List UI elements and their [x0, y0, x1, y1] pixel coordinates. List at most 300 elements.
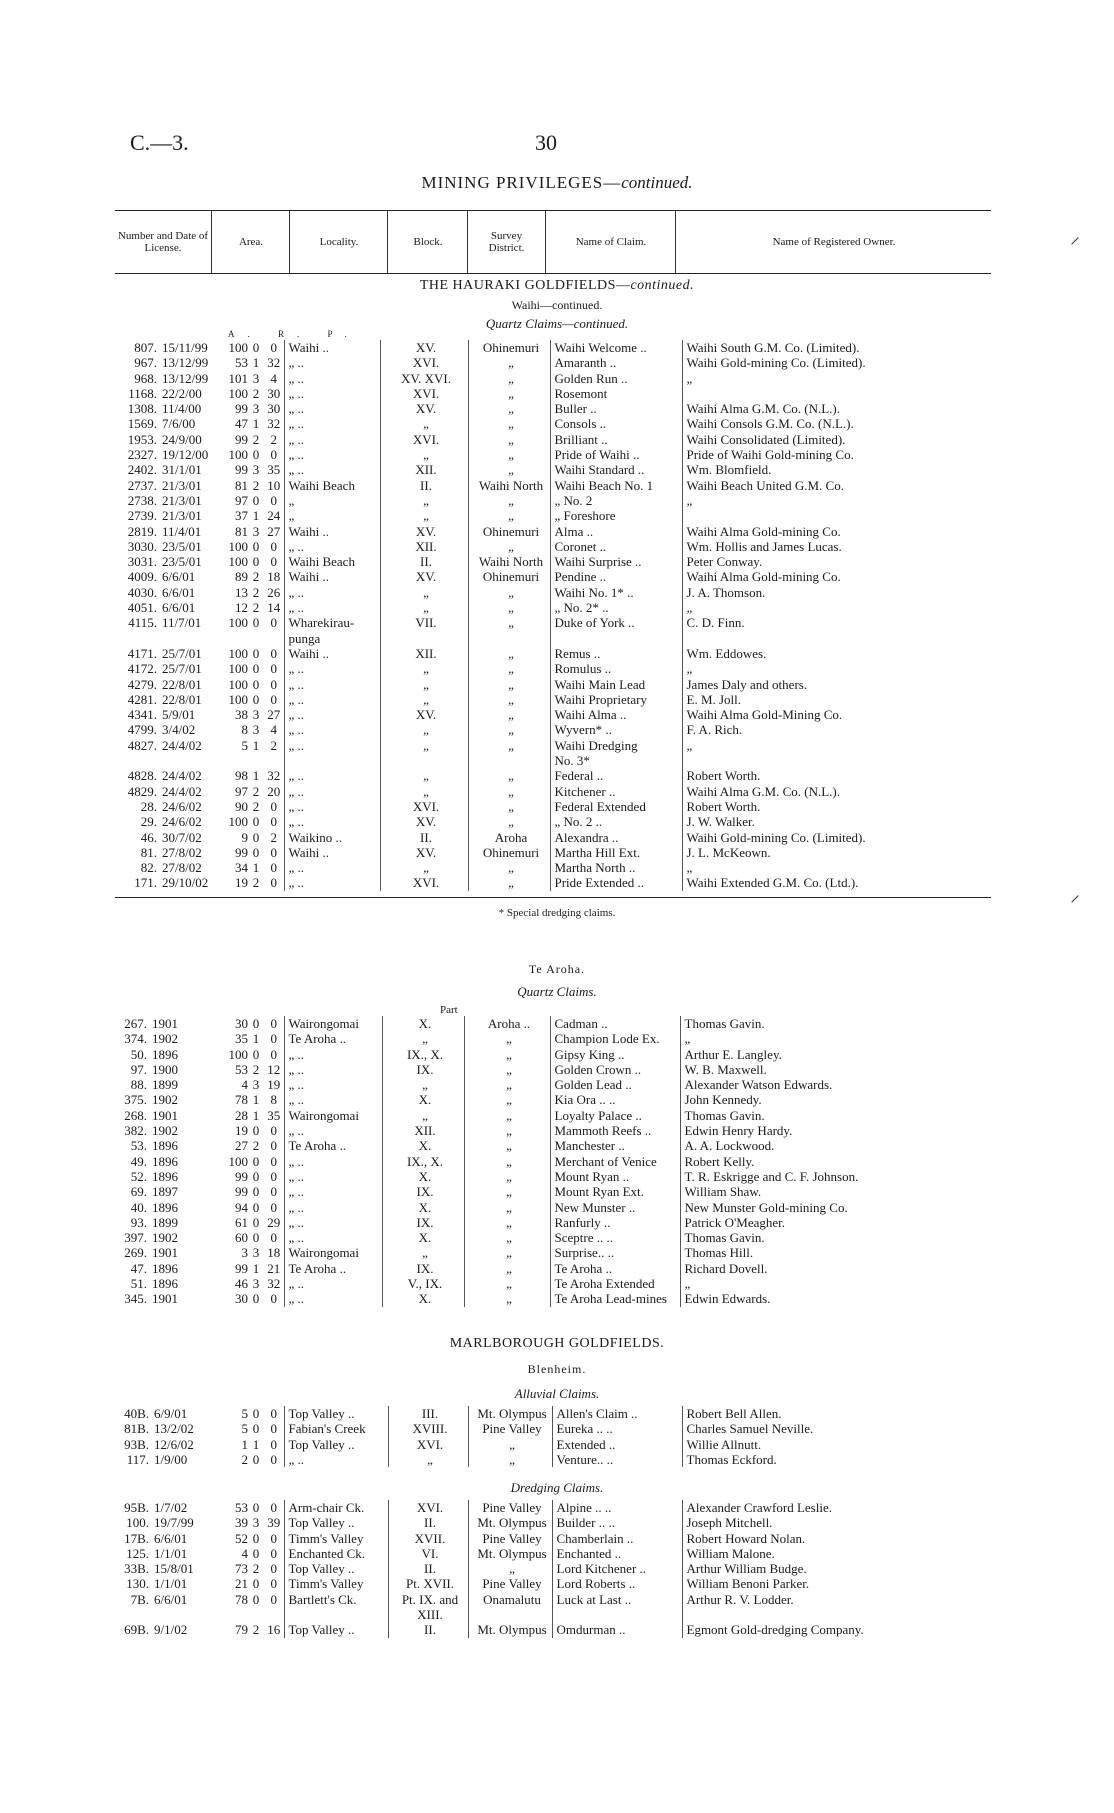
- area-perches: 12: [267, 1061, 281, 1077]
- area-roods: 2: [252, 1622, 260, 1638]
- table-row: [110, 1406, 982, 1421]
- subheading-blenheim: Blenheim.: [527, 1362, 587, 1376]
- locality: „ ..: [284, 1230, 382, 1245]
- registered-owner: New Munster Gold-mining Co.: [680, 1200, 980, 1215]
- area-acres: [216, 1607, 248, 1622]
- registered-owner: James Daly and others.: [682, 677, 982, 692]
- area-acres: 2: [241, 1451, 248, 1467]
- area-roods: [248, 753, 264, 768]
- area-perches: 0: [270, 1199, 277, 1215]
- locality: Wairongomai: [284, 1016, 382, 1031]
- area-perches: 0: [270, 645, 277, 661]
- registered-owner: Waihi Alma G.M. Co. (N.L.).: [682, 401, 982, 416]
- area-roods: 1: [252, 1031, 260, 1047]
- license-date: 22/2/00: [162, 385, 202, 401]
- claim-name: Builder .. ..: [552, 1515, 682, 1530]
- survey-district: „: [468, 677, 550, 692]
- area-roods: [248, 631, 264, 646]
- license-number: 47.: [130, 1260, 147, 1276]
- block: XII.: [380, 539, 468, 554]
- area-perches: 0: [270, 1436, 277, 1452]
- block: „: [382, 1245, 464, 1260]
- alluvial-table: [110, 1406, 982, 1467]
- block: XII.: [380, 646, 468, 661]
- survey-district: „: [468, 1437, 552, 1452]
- survey-district: „: [464, 1031, 550, 1046]
- column-district: Survey District.: [467, 211, 545, 273]
- area-perches: 0: [270, 661, 277, 677]
- area-roods: 0: [252, 1046, 260, 1062]
- area-perches: 0: [270, 1153, 277, 1169]
- license-date: 27/8/02: [162, 860, 202, 876]
- locality: „ ..: [284, 432, 380, 447]
- table-row: [110, 1092, 980, 1107]
- license-number: 49.: [130, 1153, 147, 1169]
- area-roods: 2: [252, 1138, 260, 1154]
- table-row: [110, 1500, 982, 1515]
- survey-district: Pine Valley: [468, 1500, 552, 1515]
- area-acres: 60: [235, 1230, 248, 1246]
- claim-name: Martha North ..: [550, 860, 682, 875]
- table-row: [110, 615, 982, 630]
- block: „: [382, 1108, 464, 1123]
- survey-district: „: [468, 692, 550, 707]
- survey-district: [468, 753, 550, 768]
- license-date: 1900: [152, 1061, 178, 1077]
- locality: „ ..: [284, 661, 380, 676]
- locality: Timm's Valley: [284, 1576, 388, 1591]
- claim-name: Golden Run ..: [550, 371, 682, 386]
- survey-district: „: [468, 600, 550, 615]
- survey-district: „: [468, 371, 550, 386]
- survey-district: „: [468, 508, 550, 523]
- table-row: [110, 1452, 982, 1467]
- table-row: [110, 1016, 980, 1031]
- page-title: MINING PRIVILEGES—continued.: [421, 173, 693, 192]
- table-row: [110, 1515, 982, 1530]
- area-perches: 0: [270, 492, 277, 508]
- registered-owner: Edwin Henry Hardy.: [680, 1123, 980, 1138]
- area-acres: 30: [235, 1291, 248, 1307]
- table-row: [110, 1031, 980, 1046]
- table-row: [110, 508, 982, 523]
- table-row: [110, 875, 982, 890]
- claim-name: Champion Lode Ex.: [550, 1031, 680, 1046]
- license-date: 22/8/01: [162, 676, 202, 692]
- claim-name: Waihi Standard ..: [550, 462, 682, 477]
- locality: Arm-chair Ck.: [284, 1500, 388, 1515]
- claim-name: Loyalty Palace ..: [550, 1108, 680, 1123]
- area-acres: 100: [228, 1153, 248, 1169]
- locality: „ ..: [284, 814, 380, 829]
- license-date: 31/1/01: [162, 462, 202, 478]
- claims-type-quartz-continued: Quartz Claims—continued.: [485, 316, 629, 331]
- registered-owner: William Malone.: [682, 1546, 982, 1561]
- area-roods: 2: [252, 600, 260, 616]
- locality: „ ..: [284, 768, 380, 783]
- area-perches: 32: [267, 355, 281, 371]
- locality: „ ..: [284, 1047, 382, 1062]
- area-roods: 0: [252, 661, 260, 677]
- license-date: 1901: [152, 1291, 178, 1307]
- license-number: 3030.: [127, 538, 157, 554]
- license-number: 17B.: [124, 1530, 149, 1546]
- registered-owner: Waihi Alma Gold-mining Co.: [682, 524, 982, 539]
- block: „: [380, 738, 468, 753]
- survey-district: Waihi North: [468, 478, 550, 493]
- license-date: 13/12/99: [162, 355, 209, 371]
- table-row: [110, 1291, 980, 1306]
- license-date: 1/1/01: [154, 1576, 188, 1592]
- area-acres: 81: [235, 523, 248, 539]
- area-acres: 19: [235, 1123, 248, 1139]
- area-acres: 100: [228, 661, 248, 677]
- survey-district: [468, 1607, 552, 1622]
- area-perches: 20: [267, 783, 281, 799]
- license-date: 23/5/01: [162, 554, 202, 570]
- claim-name: Allen's Claim ..: [552, 1406, 682, 1421]
- survey-district: Waihi North: [468, 554, 550, 569]
- license-date: 1896: [152, 1199, 178, 1215]
- block: XVI.: [388, 1437, 468, 1452]
- license-number: 967.: [134, 355, 157, 371]
- registered-owner: Patrick O'Meagher.: [680, 1215, 980, 1230]
- table-row: [110, 1154, 980, 1169]
- block: XVI.: [380, 799, 468, 814]
- area-roods: 2: [252, 1561, 260, 1577]
- locality: Waihi ..: [284, 646, 380, 661]
- license-number: [110, 753, 160, 768]
- claim-name: Merchant of Venice: [550, 1154, 680, 1169]
- area-roods: 0: [252, 645, 260, 661]
- license-number: 4009.: [127, 569, 157, 585]
- registered-owner: Alexander Watson Edwards.: [680, 1077, 980, 1092]
- locality: Te Aroha ..: [284, 1031, 382, 1046]
- area-perches: 0: [270, 554, 277, 570]
- survey-district: „: [468, 875, 550, 890]
- registered-owner: Thomas Eckford.: [682, 1452, 982, 1467]
- column-locality: Locality.: [289, 211, 388, 273]
- block: [380, 631, 468, 646]
- table-row: [110, 845, 982, 860]
- area-perches: 0: [270, 1291, 277, 1307]
- survey-district: Ohinemuri: [468, 569, 550, 584]
- license-number: 968.: [134, 370, 157, 386]
- block: II.: [388, 1622, 468, 1637]
- license-number: [110, 631, 160, 646]
- area-perches: 0: [270, 1576, 277, 1592]
- area-acres: 78: [235, 1092, 248, 1108]
- claim-name: New Munster ..: [550, 1200, 680, 1215]
- table-row: [110, 1123, 980, 1138]
- claim-name: Waihi Beach No. 1: [550, 478, 682, 493]
- table-row: [110, 1421, 982, 1436]
- area-acres: 21: [235, 1576, 248, 1592]
- license-number: 268.: [124, 1107, 147, 1123]
- table-row: [110, 355, 982, 370]
- survey-district: „: [464, 1245, 550, 1260]
- area-roods: 0: [252, 691, 260, 707]
- claim-name: Venture.. ..: [552, 1452, 682, 1467]
- locality: „ ..: [284, 539, 380, 554]
- area-roods: 0: [252, 1184, 260, 1200]
- registered-owner: Arthur William Budge.: [682, 1561, 982, 1576]
- table-row: [110, 416, 982, 431]
- license-number: 1569.: [127, 416, 157, 432]
- license-number: 4828.: [127, 768, 157, 784]
- registered-owner: Charles Samuel Neville.: [682, 1421, 982, 1436]
- block: XVI.: [380, 386, 468, 401]
- area-perches: 27: [267, 523, 281, 539]
- locality: „ ..: [284, 386, 380, 401]
- locality: Enchanted Ck.: [284, 1546, 388, 1561]
- license-date: 25/7/01: [162, 661, 202, 677]
- license-number: 100.: [126, 1515, 149, 1531]
- license-date: 11/4/00: [162, 401, 202, 417]
- locality: Top Valley ..: [284, 1561, 388, 1576]
- registered-owner: Waihi South G.M. Co. (Limited).: [682, 340, 982, 355]
- block: III.: [388, 1406, 468, 1421]
- table-row: [110, 493, 982, 508]
- block: XVI.: [380, 355, 468, 370]
- license-date: 1896: [152, 1168, 178, 1184]
- block: „: [380, 508, 468, 523]
- survey-district: „: [464, 1261, 550, 1276]
- locality: „ ..: [284, 738, 380, 753]
- registered-owner: Waihi Alma G.M. Co. (N.L.).: [682, 784, 982, 799]
- survey-district: „: [464, 1230, 550, 1245]
- area-acres: 99: [235, 462, 248, 478]
- area-roods: 2: [252, 875, 260, 891]
- license-date: 24/4/02: [162, 783, 202, 799]
- license-date: 25/7/01: [162, 645, 202, 661]
- license-date: 6/6/01: [162, 600, 196, 616]
- area-perches: 0: [270, 798, 277, 814]
- claim-name: Waihi Surprise ..: [550, 554, 682, 569]
- area-acres: 61: [235, 1214, 248, 1230]
- area-perches: 0: [270, 1561, 277, 1577]
- area-roods: 3: [252, 401, 260, 417]
- claims-type-alluvial: Alluvial Claims.: [514, 1386, 600, 1401]
- survey-district: „: [468, 416, 550, 431]
- table-row: [110, 768, 982, 783]
- locality: Wairongomai: [284, 1245, 382, 1260]
- survey-district: Mt. Olympus: [468, 1622, 552, 1637]
- area-acres: 100: [228, 340, 248, 355]
- area-acres: 5: [241, 1406, 248, 1421]
- block: X.: [382, 1200, 464, 1215]
- section-heading-marlborough: MARLBOROUGH GOLDFIELDS.: [449, 1336, 665, 1351]
- locality: „ ..: [284, 1123, 382, 1138]
- area-acres: 9: [241, 829, 248, 845]
- claim-name: Surprise.. ..: [550, 1245, 680, 1260]
- claim-name: Eureka .. ..: [552, 1421, 682, 1436]
- area-perches: 30: [267, 385, 281, 401]
- survey-district: „: [468, 860, 550, 875]
- area-acres: 99: [235, 431, 248, 447]
- locality: Waihi ..: [284, 340, 380, 355]
- area-acres: 53: [235, 1061, 248, 1077]
- registered-owner: E. M. Joll.: [682, 692, 982, 707]
- license-number: 93.: [130, 1214, 147, 1230]
- block: X.: [382, 1138, 464, 1153]
- locality: „ ..: [284, 1062, 382, 1077]
- table-row: [110, 1261, 980, 1276]
- locality: „ ..: [284, 371, 380, 386]
- registered-owner: „: [682, 860, 982, 875]
- block: [380, 753, 468, 768]
- locality: Bartlett's Ck.: [284, 1592, 388, 1607]
- locality: „ ..: [284, 1291, 382, 1306]
- area-perches: 0: [270, 814, 277, 830]
- area-roods: 3: [252, 1276, 260, 1292]
- block: IX.: [382, 1062, 464, 1077]
- license-number: 171.: [134, 875, 157, 891]
- locality: „ ..: [284, 1200, 382, 1215]
- registered-owner: „: [680, 1276, 980, 1291]
- registered-owner: Richard Dovell.: [680, 1261, 980, 1276]
- license-date: 1897: [152, 1184, 178, 1200]
- license-number: 40.: [130, 1199, 147, 1215]
- license-number: 29.: [140, 814, 157, 830]
- area-roods: 2: [252, 783, 260, 799]
- block: X.: [382, 1291, 464, 1306]
- locality: Te Aroha ..: [284, 1261, 382, 1276]
- license-number: 93B.: [124, 1436, 149, 1452]
- block: II.: [388, 1561, 468, 1576]
- table-row: [110, 371, 982, 386]
- locality: „ ..: [284, 1154, 382, 1169]
- block: „: [380, 447, 468, 462]
- block: „: [380, 784, 468, 799]
- registered-owner: Thomas Gavin.: [680, 1230, 980, 1245]
- license-number: 50.: [130, 1046, 147, 1062]
- area-perches: 10: [267, 477, 281, 493]
- area-roods: 0: [252, 1214, 260, 1230]
- claim-name: Te Aroha Extended: [550, 1276, 680, 1291]
- table-row: [110, 1622, 982, 1637]
- claim-name: Waihi Proprietary: [550, 692, 682, 707]
- area-acres: 99: [235, 1260, 248, 1276]
- table-row: [110, 738, 982, 753]
- area-roods: 1: [252, 508, 260, 524]
- claims-type-dredging: Dredging Claims.: [510, 1480, 604, 1495]
- license-date: 1899: [152, 1214, 178, 1230]
- license-date: 11/7/01: [162, 615, 202, 631]
- locality: „: [284, 508, 380, 523]
- area-roods: 0: [252, 1123, 260, 1139]
- area-perches: 0: [270, 691, 277, 707]
- area-acres: 100: [228, 1046, 248, 1062]
- block: „: [380, 493, 468, 508]
- table-row: [110, 340, 982, 355]
- block: XV.: [380, 569, 468, 584]
- area-roods: 0: [252, 829, 260, 845]
- dredging-table: [110, 1500, 982, 1638]
- area-perches: 0: [270, 1123, 277, 1139]
- area-perches: 0: [270, 1406, 277, 1421]
- survey-district: Onamalutu: [468, 1592, 552, 1607]
- survey-district: Aroha: [468, 830, 550, 845]
- block: XV.: [380, 340, 468, 355]
- area-roods: 0: [252, 1230, 260, 1246]
- area-acres: 97: [235, 783, 248, 799]
- locality: Timm's Valley: [284, 1531, 388, 1546]
- registered-owner: J. W. Walker.: [682, 814, 982, 829]
- area-acres: 78: [235, 1591, 248, 1607]
- license-date: 15/11/99: [162, 340, 208, 355]
- survey-district: „: [468, 1561, 552, 1576]
- column-header-row: [115, 210, 991, 274]
- area-roods: 0: [252, 615, 260, 631]
- locality: „ ..: [284, 799, 380, 814]
- license-number: 2402.: [127, 462, 157, 478]
- survey-district: „: [464, 1077, 550, 1092]
- area-roods: 0: [252, 1168, 260, 1184]
- license-date: 5/9/01: [162, 707, 196, 723]
- claim-name: No. 3*: [550, 753, 682, 768]
- survey-district: Mt. Olympus: [468, 1546, 552, 1561]
- registered-owner: W. B. Maxwell.: [680, 1062, 980, 1077]
- block: X.: [382, 1092, 464, 1107]
- area-acres: 35: [235, 1031, 248, 1047]
- locality: [284, 753, 380, 768]
- area-roods: 2: [252, 431, 260, 447]
- block: Pt. XVII.: [388, 1576, 468, 1591]
- locality: „ ..: [284, 447, 380, 462]
- license-date: 1/9/00: [154, 1451, 188, 1467]
- locality: „ ..: [284, 677, 380, 692]
- block: XV.: [380, 401, 468, 416]
- license-date: 13/12/99: [162, 370, 209, 386]
- registered-owner: „: [680, 1031, 980, 1046]
- survey-district: „: [468, 355, 550, 370]
- locality: Waihi ..: [284, 845, 380, 860]
- area-perches: 0: [270, 860, 277, 876]
- license-date: 15/8/01: [154, 1561, 194, 1577]
- registered-owner: Robert Worth.: [682, 799, 982, 814]
- area-acres: 53: [235, 1500, 248, 1515]
- page-number: 30: [535, 130, 557, 155]
- area-roods: 0: [252, 844, 260, 860]
- locality: „ ..: [284, 1276, 382, 1291]
- area-acres: 13: [235, 584, 248, 600]
- survey-district: Ohinemuri: [468, 845, 550, 860]
- license-number: 95B.: [124, 1500, 149, 1515]
- license-number: 4172.: [127, 661, 157, 677]
- locality: „ ..: [284, 1215, 382, 1230]
- locality: Top Valley ..: [284, 1515, 388, 1530]
- claim-name: Mount Ryan ..: [550, 1169, 680, 1184]
- block: XVI.: [380, 875, 468, 890]
- claim-name: [550, 631, 682, 646]
- license-number: 69B.: [124, 1622, 149, 1638]
- license-number: 1308.: [127, 401, 157, 417]
- column-license: Number and Date of License.: [117, 230, 209, 254]
- license-date: 24/9/00: [162, 431, 202, 447]
- block: X.: [382, 1169, 464, 1184]
- locality: Top Valley ..: [284, 1622, 388, 1637]
- license-date: 6/9/01: [154, 1406, 188, 1421]
- claim-name: Lord Roberts ..: [552, 1576, 682, 1591]
- registered-owner: Joseph Mitchell.: [682, 1515, 982, 1530]
- claim-name: Extended ..: [552, 1437, 682, 1452]
- area-perches: 8: [270, 1092, 277, 1108]
- area-acres: 4: [241, 1077, 248, 1093]
- license-number: 4341.: [127, 707, 157, 723]
- license-number: 69.: [130, 1184, 147, 1200]
- area-acres: 100: [228, 554, 248, 570]
